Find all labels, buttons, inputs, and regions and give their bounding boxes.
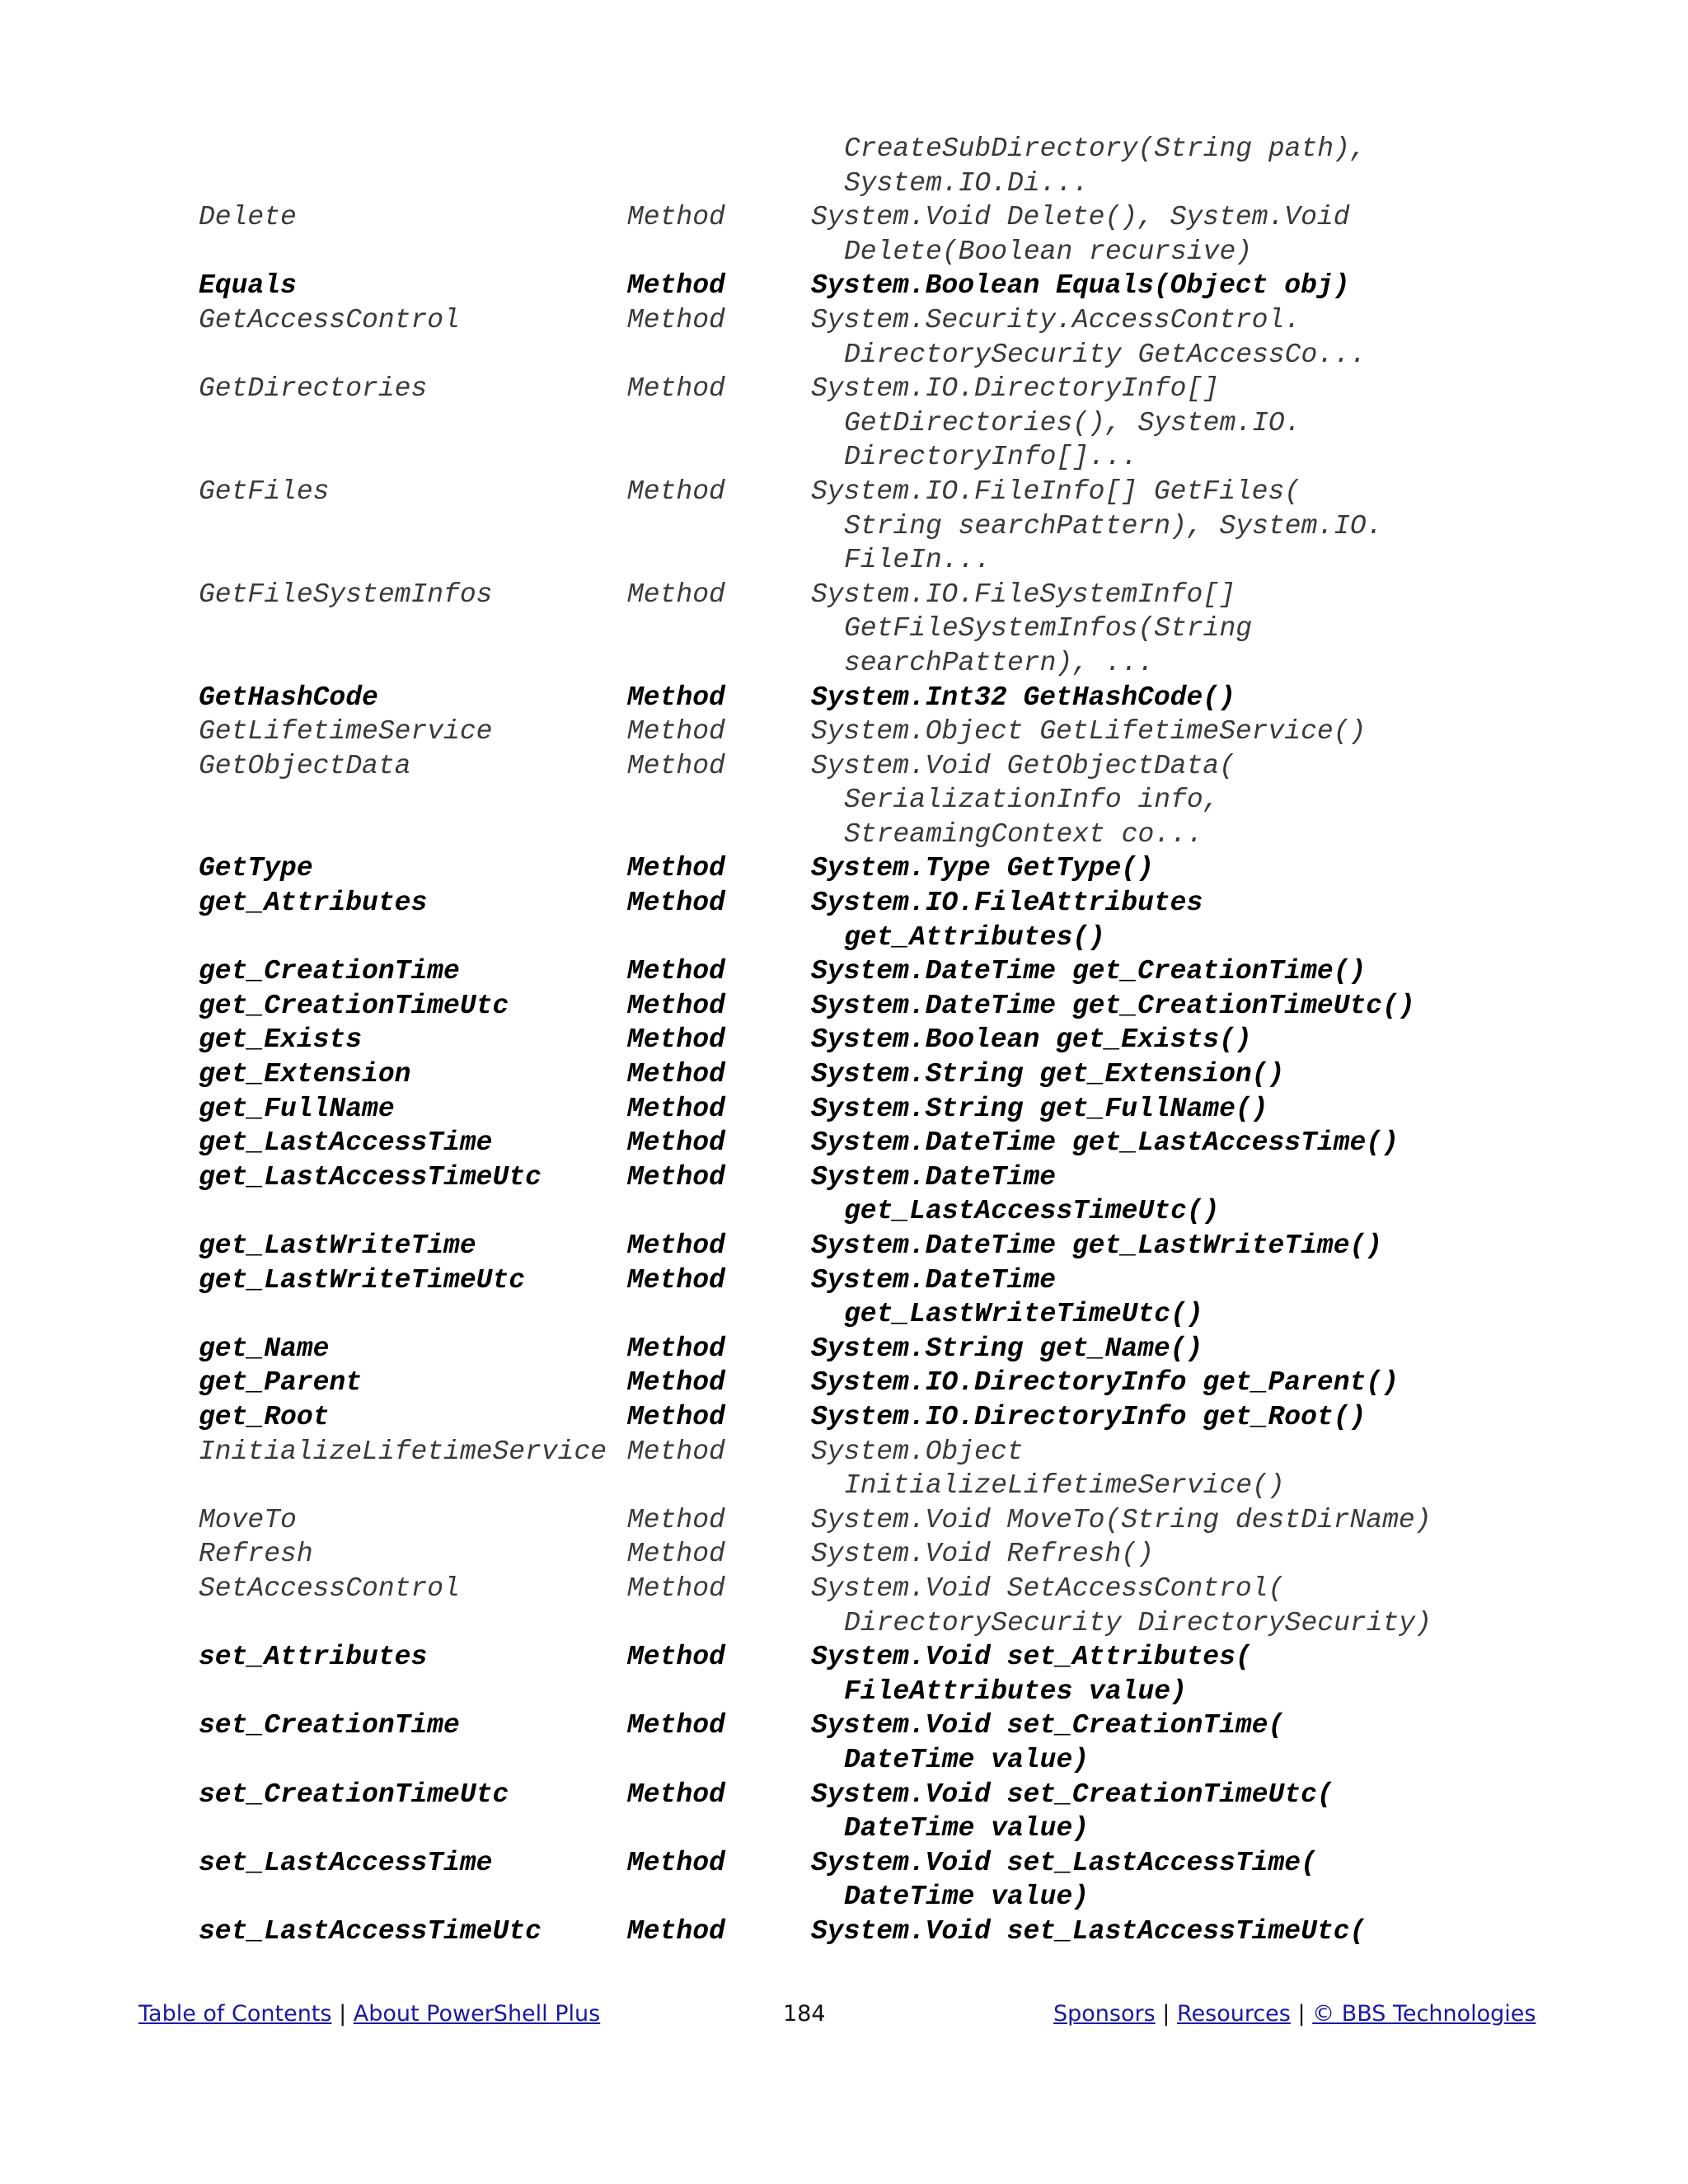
member-row (0, 1640, 1688, 1708)
member-definition: System.Boolean Equals(Object obj) (811, 270, 1350, 302)
member-name: Delete (199, 202, 297, 233)
footer-left-links (138, 1998, 600, 2031)
member-row-line (0, 475, 1688, 509)
member-row-line (0, 269, 1688, 303)
member-type: Method (627, 373, 725, 405)
member-row-line (0, 338, 1688, 373)
member-definition: System.Boolean get_Exists() (811, 1024, 1252, 1056)
member-name: get_Parent (199, 1367, 363, 1399)
member-type: Method (627, 270, 725, 302)
member-row (0, 1503, 1688, 1538)
member-type: Method (627, 1333, 725, 1364)
member-definition-continuation: DirectorySecurity DirectorySecurity) (844, 1607, 1432, 1638)
member-definition: System.Object (811, 1436, 1024, 1467)
member-row (0, 1708, 1688, 1777)
member-name: get_Name (199, 1333, 330, 1364)
member-definition: System.IO.DirectoryInfo get_Parent() (811, 1367, 1399, 1399)
member-name: get_Exists (199, 1024, 363, 1056)
member-name: GetFiles (199, 476, 330, 507)
member-row-line (0, 1092, 1688, 1127)
member-type: Method (627, 853, 725, 884)
member-type: Method (627, 888, 725, 919)
member-row (0, 578, 1688, 681)
about-powershell-plus-link[interactable]: About PowerShell Plus (353, 2001, 601, 2027)
member-name: set_Attributes (199, 1642, 428, 1673)
member-row-line (0, 1811, 1688, 1846)
member-type: Method (627, 579, 725, 610)
member-definition: System.Void set_Attributes( (811, 1642, 1252, 1673)
member-type: Method (627, 1436, 725, 1467)
member-name: GetDirectories (199, 373, 428, 405)
member-name: InitializeLifetimeService (199, 1436, 607, 1467)
member-row-line (0, 406, 1688, 441)
member-row (0, 303, 1688, 372)
member-row (0, 1366, 1688, 1400)
member-definition: System.String get_Name() (811, 1333, 1203, 1364)
member-row (0, 372, 1688, 475)
member-definition: System.Void set_LastAccessTime( (811, 1847, 1317, 1878)
member-row (0, 989, 1688, 1024)
member-definition: System.Void set_CreationTimeUtc( (811, 1779, 1334, 1810)
member-type: Method (627, 1024, 725, 1056)
member-row-line (0, 200, 1688, 235)
member-row-line (0, 303, 1688, 338)
member-name: get_LastAccessTimeUtc (199, 1161, 542, 1193)
member-row (0, 681, 1688, 715)
footer-right-links (1053, 1998, 1536, 2031)
member-row-line (0, 1263, 1688, 1298)
member-row (0, 1057, 1688, 1092)
resources-link[interactable]: Resources (1176, 2001, 1291, 2027)
member-row-line (0, 1160, 1688, 1195)
member-name: Refresh (199, 1539, 313, 1570)
footer-separator: | (1297, 2001, 1306, 2027)
member-row-line (0, 235, 1688, 269)
member-definition: System.DateTime (811, 1264, 1057, 1296)
member-row-line (0, 1194, 1688, 1229)
member-row-line (0, 851, 1688, 886)
member-definition: System.Object GetLifetimeService() (811, 716, 1367, 748)
member-row-line (0, 1572, 1688, 1606)
member-name: MoveTo (199, 1504, 297, 1535)
member-definition-continuation: String searchPattern), System.IO. (844, 510, 1383, 541)
member-type: Method (627, 1504, 725, 1535)
member-name: get_Attributes (199, 888, 428, 919)
member-row (0, 1435, 1688, 1503)
sponsors-link[interactable]: Sponsors (1053, 2001, 1156, 2027)
member-row (0, 1537, 1688, 1572)
member-row-line (0, 1023, 1688, 1057)
member-row-line (0, 1708, 1688, 1743)
table-of-contents-link[interactable]: Table of Contents (138, 2001, 332, 2027)
member-definition: System.Void MoveTo(String destDirName) (811, 1504, 1432, 1535)
member-row-line (0, 612, 1688, 646)
member-name: get_CreationTimeUtc (199, 990, 509, 1021)
member-row (0, 886, 1688, 954)
member-name: set_CreationTimeUtc (199, 1779, 509, 1810)
page-number: 184 (783, 2001, 826, 2027)
member-definition: System.DateTime get_LastAccessTime() (811, 1127, 1399, 1159)
member-type: Method (627, 682, 725, 713)
member-row (0, 1846, 1688, 1915)
member-row-line (0, 578, 1688, 612)
member-row (0, 1229, 1688, 1263)
member-row-line (0, 1640, 1688, 1675)
member-row-line (0, 1297, 1688, 1332)
member-row-line (0, 783, 1688, 818)
member-row-line (0, 1880, 1688, 1915)
member-row (0, 1915, 1688, 1949)
member-type: Method (627, 1915, 725, 1947)
member-type: Method (627, 476, 725, 507)
footer-separator: | (1162, 2001, 1170, 2027)
member-row-line (0, 509, 1688, 544)
member-name: GetLifetimeService (199, 716, 493, 748)
member-definition-continuation: System.IO.Di... (844, 167, 1090, 199)
member-definition: System.Void GetObjectData( (811, 750, 1236, 781)
member-definition: System.DateTime get_LastWriteTime() (811, 1230, 1383, 1261)
member-type: Method (627, 1572, 725, 1604)
member-row-line (0, 1915, 1688, 1949)
member-row-line (0, 1366, 1688, 1400)
member-definition: System.Security.AccessControl. (811, 304, 1301, 335)
member-row-line (0, 886, 1688, 921)
member-type: Method (627, 1710, 725, 1741)
member-row-line (0, 543, 1688, 578)
member-row (0, 715, 1688, 749)
member-name: GetAccessControl (199, 304, 460, 335)
member-name: GetFileSystemInfos (199, 579, 493, 610)
member-type: Method (627, 716, 725, 748)
member-name: set_LastAccessTime (199, 1847, 493, 1878)
member-type: Method (627, 202, 725, 233)
member-definition: System.DateTime get_CreationTimeUtc() (811, 990, 1415, 1021)
member-row-line (0, 372, 1688, 406)
member-row (0, 1092, 1688, 1127)
member-name: get_LastAccessTime (199, 1127, 493, 1159)
member-type: Method (627, 1642, 725, 1673)
member-name: get_Root (199, 1401, 330, 1432)
member-row (0, 749, 1688, 852)
member-type: Method (627, 1127, 725, 1159)
member-row (0, 475, 1688, 578)
member-type: Method (627, 1230, 725, 1261)
footer-separator: | (339, 2001, 347, 2027)
member-row (0, 269, 1688, 303)
member-type: Method (627, 1059, 725, 1090)
member-row (0, 851, 1688, 886)
member-name: GetHashCode (199, 682, 378, 713)
member-type: Method (627, 1539, 725, 1570)
page-footer (0, 1998, 1688, 2031)
member-row-line (0, 1606, 1688, 1641)
member-definition-continuation: get_LastWriteTimeUtc() (844, 1299, 1203, 1330)
member-type: Method (627, 1779, 725, 1810)
member-type: Method (627, 1847, 725, 1878)
member-listing (0, 132, 1688, 1948)
member-definition: System.Void set_LastAccessTimeUtc( (811, 1915, 1367, 1947)
member-name: get_LastWriteTimeUtc (199, 1264, 526, 1296)
member-row-line (0, 989, 1688, 1024)
member-definition-continuation: DateTime value) (844, 1882, 1090, 1913)
member-type: Method (627, 750, 725, 781)
member-definition: System.IO.DirectoryInfo[] (811, 373, 1220, 405)
member-definition-continuation: StreamingContext co... (844, 818, 1203, 850)
member-row (0, 1572, 1688, 1640)
member-definition-continuation: InitializeLifetimeService() (844, 1470, 1285, 1502)
member-type: Method (627, 1264, 725, 1296)
member-name: SetAccessControl (199, 1572, 460, 1604)
member-row (0, 1160, 1688, 1229)
member-row (0, 1332, 1688, 1366)
bbs-technologies-link[interactable]: © BBS Technologies (1312, 2001, 1536, 2027)
member-type: Method (627, 1093, 725, 1124)
member-definition: System.IO.FileSystemInfo[] (811, 579, 1236, 610)
member-definition-continuation: get_Attributes() (844, 921, 1105, 953)
member-definition: System.String get_FullName() (811, 1093, 1268, 1124)
member-name: get_CreationTime (199, 956, 460, 987)
member-definition: System.Void Refresh() (811, 1539, 1154, 1570)
member-row-line (0, 440, 1688, 475)
member-row-line (0, 954, 1688, 989)
member-definition-continuation: DirectoryInfo[]... (844, 442, 1138, 473)
member-definition-continuation: DirectorySecurity GetAccessCo... (844, 339, 1367, 370)
member-type: Method (627, 1367, 725, 1399)
member-definition: System.String get_Extension() (811, 1059, 1285, 1090)
member-definition: System.Type GetType() (811, 853, 1154, 884)
member-row-line (0, 921, 1688, 955)
member-name: GetObjectData (199, 750, 411, 781)
member-name: get_LastWriteTime (199, 1230, 476, 1261)
member-type: Method (627, 1401, 725, 1432)
member-row-line (0, 749, 1688, 784)
member-definition: System.DateTime get_CreationTime() (811, 956, 1367, 987)
member-row (0, 200, 1688, 269)
member-definition-continuation: GetFileSystemInfos(String (844, 613, 1253, 644)
member-definition: System.DateTime (811, 1161, 1057, 1193)
member-definition-continuation: SerializationInfo info, (844, 785, 1220, 816)
member-row (0, 954, 1688, 989)
member-row-line (0, 715, 1688, 749)
member-row-line (0, 681, 1688, 715)
member-definition-continuation: FileAttributes value) (844, 1675, 1187, 1707)
member-row-line (0, 1126, 1688, 1160)
member-row-line (0, 1743, 1688, 1778)
member-row-line (0, 1057, 1688, 1092)
member-definition: System.IO.FileAttributes (811, 888, 1203, 919)
member-row-line (0, 1778, 1688, 1812)
member-definition-continuation: GetDirectories(), System.IO. (844, 407, 1301, 438)
member-definition: System.Void set_CreationTime( (811, 1710, 1285, 1741)
member-row-line (0, 1332, 1688, 1366)
member-row-line (0, 1503, 1688, 1538)
member-definition: System.Void Delete(), System.Void (811, 202, 1350, 233)
member-type: Method (627, 990, 725, 1021)
member-row (0, 1263, 1688, 1332)
member-type: Method (627, 1161, 725, 1193)
member-name: Equals (199, 270, 297, 302)
member-row-line (0, 166, 1688, 201)
member-name: GetType (199, 853, 313, 884)
member-definition: System.Void SetAccessControl( (811, 1572, 1285, 1604)
member-definition-continuation: get_LastAccessTimeUtc() (844, 1196, 1220, 1227)
member-definition-continuation: FileIn... (844, 545, 992, 576)
member-name: get_Extension (199, 1059, 411, 1090)
member-definition: System.Int32 GetHashCode() (811, 682, 1236, 713)
member-name: get_FullName (199, 1093, 395, 1124)
member-type: Method (627, 304, 725, 335)
member-definition-continuation: CreateSubDirectory(String path), (844, 134, 1367, 164)
member-row-line (0, 1400, 1688, 1435)
member-definition: System.IO.DirectoryInfo get_Root() (811, 1401, 1367, 1432)
member-name: set_LastAccessTimeUtc (199, 1915, 542, 1947)
member-type: Method (627, 956, 725, 987)
member-row-line (0, 646, 1688, 681)
member-row-line (0, 1846, 1688, 1881)
member-row (0, 1023, 1688, 1057)
member-row-line (0, 132, 1688, 166)
member-row (0, 1400, 1688, 1435)
member-row (0, 1126, 1688, 1160)
member-row (0, 132, 1688, 200)
member-definition-continuation: DateTime value) (844, 1813, 1090, 1844)
member-row-line (0, 1537, 1688, 1572)
member-definition-continuation: DateTime value) (844, 1744, 1090, 1775)
member-definition-continuation: searchPattern), ... (844, 647, 1155, 678)
member-row-line (0, 1229, 1688, 1263)
member-row-line (0, 1435, 1688, 1469)
member-name: set_CreationTime (199, 1710, 460, 1741)
member-row (0, 1778, 1688, 1846)
member-definition: System.IO.FileInfo[] GetFiles( (811, 476, 1301, 507)
member-definition-continuation: Delete(Boolean recursive) (844, 236, 1253, 267)
member-row-line (0, 818, 1688, 852)
member-row-line (0, 1675, 1688, 1709)
member-row-line (0, 1469, 1688, 1503)
